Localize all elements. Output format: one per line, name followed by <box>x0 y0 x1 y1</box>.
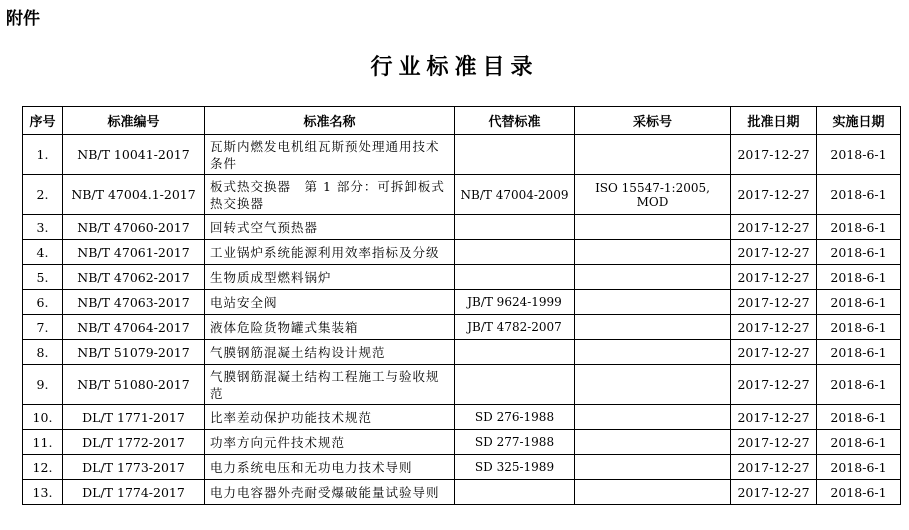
cell-replaces: SD 276-1988 <box>455 405 575 430</box>
cell-code: NB/T 51080-2017 <box>63 365 205 405</box>
cell-approved-date: 2017-12-27 <box>731 340 817 365</box>
cell-effective-date: 2018-6-1 <box>817 175 901 215</box>
cell-replaces: SD 325-1989 <box>455 455 575 480</box>
cell-name: 生物质成型燃料锅炉 <box>205 265 455 290</box>
header-replaces: 代替标准 <box>455 107 575 135</box>
cell-code: NB/T 47004.1-2017 <box>63 175 205 215</box>
header-code: 标准编号 <box>63 107 205 135</box>
cell-code: NB/T 47062-2017 <box>63 265 205 290</box>
cell-adopted <box>575 480 731 505</box>
cell-approved-date: 2017-12-27 <box>731 290 817 315</box>
cell-seq: 1. <box>23 135 63 175</box>
standards-table <box>22 106 901 505</box>
cell-seq: 3. <box>23 215 63 240</box>
cell-code: DL/T 1771-2017 <box>63 405 205 430</box>
cell-effective-date: 2018-6-1 <box>817 265 901 290</box>
cell-effective-date: 2018-6-1 <box>817 135 901 175</box>
cell-effective-date: 2018-6-1 <box>817 215 901 240</box>
cell-effective-date: 2018-6-1 <box>817 455 901 480</box>
cell-replaces <box>455 265 575 290</box>
cell-name: 电站安全阀 <box>205 290 455 315</box>
cell-seq: 4. <box>23 240 63 265</box>
cell-adopted <box>575 290 731 315</box>
header-name: 标准名称 <box>205 107 455 135</box>
cell-approved-date: 2017-12-27 <box>731 405 817 430</box>
header-seq: 序号 <box>23 107 63 135</box>
cell-code: DL/T 1773-2017 <box>63 455 205 480</box>
cell-name: 气膜钢筋混凝土结构工程施工与验收规范 <box>205 365 455 405</box>
cell-name: 气膜钢筋混凝土结构设计规范 <box>205 340 455 365</box>
cell-adopted: ISO 15547-1:2005, MOD <box>575 175 731 215</box>
header-adopted: 采标号 <box>575 107 731 135</box>
cell-effective-date: 2018-6-1 <box>817 480 901 505</box>
cell-replaces <box>455 215 575 240</box>
cell-adopted <box>575 240 731 265</box>
cell-name: 比率差动保护功能技术规范 <box>205 405 455 430</box>
cell-adopted <box>575 135 731 175</box>
header-effective-date: 实施日期 <box>817 107 901 135</box>
cell-seq: 2. <box>23 175 63 215</box>
cell-effective-date: 2018-6-1 <box>817 290 901 315</box>
table-header-row <box>23 107 901 135</box>
header-approved-date: 批准日期 <box>731 107 817 135</box>
table-row <box>23 455 901 480</box>
cell-approved-date: 2017-12-27 <box>731 365 817 405</box>
table-row <box>23 315 901 340</box>
table-row <box>23 290 901 315</box>
cell-name: 功率方向元件技术规范 <box>205 430 455 455</box>
cell-adopted <box>575 405 731 430</box>
cell-adopted <box>575 365 731 405</box>
cell-adopted <box>575 455 731 480</box>
table-row <box>23 175 901 215</box>
cell-seq: 8. <box>23 340 63 365</box>
cell-replaces <box>455 365 575 405</box>
cell-name: 回转式空气预热器 <box>205 215 455 240</box>
cell-replaces: NB/T 47004-2009 <box>455 175 575 215</box>
page-title: 行业标准目录 <box>370 55 539 80</box>
cell-approved-date: 2017-12-27 <box>731 135 817 175</box>
table-row <box>23 265 901 290</box>
cell-code: NB/T 10041-2017 <box>63 135 205 175</box>
cell-replaces: JB/T 4782-2007 <box>455 315 575 340</box>
cell-effective-date: 2018-6-1 <box>817 240 901 265</box>
cell-seq: 12. <box>23 455 63 480</box>
cell-seq: 9. <box>23 365 63 405</box>
table-row <box>23 240 901 265</box>
cell-seq: 6. <box>23 290 63 315</box>
cell-seq: 5. <box>23 265 63 290</box>
cell-name: 工业锅炉系统能源利用效率指标及分级 <box>205 240 455 265</box>
cell-approved-date: 2017-12-27 <box>731 480 817 505</box>
cell-adopted <box>575 315 731 340</box>
cell-approved-date: 2017-12-27 <box>731 315 817 340</box>
cell-effective-date: 2018-6-1 <box>817 405 901 430</box>
cell-effective-date: 2018-6-1 <box>817 430 901 455</box>
cell-approved-date: 2017-12-27 <box>731 215 817 240</box>
cell-replaces <box>455 480 575 505</box>
cell-approved-date: 2017-12-27 <box>731 430 817 455</box>
cell-name: 电力电容器外壳耐受爆破能量试验导则 <box>205 480 455 505</box>
cell-adopted <box>575 430 731 455</box>
cell-name: 板式热交换器 第 1 部分：可拆卸板式热交换器 <box>205 175 455 215</box>
cell-code: NB/T 47060-2017 <box>63 215 205 240</box>
cell-adopted <box>575 265 731 290</box>
cell-approved-date: 2017-12-27 <box>731 175 817 215</box>
cell-effective-date: 2018-6-1 <box>817 315 901 340</box>
annex-label: 附件 <box>6 9 40 29</box>
cell-approved-date: 2017-12-27 <box>731 240 817 265</box>
table-row <box>23 215 901 240</box>
cell-name: 液体危险货物罐式集装箱 <box>205 315 455 340</box>
cell-name: 电力系统电压和无功电力技术导则 <box>205 455 455 480</box>
table-row <box>23 340 901 365</box>
cell-code: DL/T 1772-2017 <box>63 430 205 455</box>
table-row <box>23 480 901 505</box>
cell-seq: 10. <box>23 405 63 430</box>
table-row <box>23 365 901 405</box>
cell-replaces <box>455 135 575 175</box>
cell-seq: 11. <box>23 430 63 455</box>
cell-replaces <box>455 340 575 365</box>
cell-effective-date: 2018-6-1 <box>817 340 901 365</box>
table-row <box>23 430 901 455</box>
cell-effective-date: 2018-6-1 <box>817 365 901 405</box>
cell-code: NB/T 51079-2017 <box>63 340 205 365</box>
cell-approved-date: 2017-12-27 <box>731 265 817 290</box>
cell-code: DL/T 1774-2017 <box>63 480 205 505</box>
table-row <box>23 135 901 175</box>
cell-adopted <box>575 215 731 240</box>
cell-code: NB/T 47063-2017 <box>63 290 205 315</box>
cell-adopted <box>575 340 731 365</box>
cell-approved-date: 2017-12-27 <box>731 455 817 480</box>
cell-replaces <box>455 240 575 265</box>
cell-name: 瓦斯内燃发电机组瓦斯预处理通用技术条件 <box>205 135 455 175</box>
cell-seq: 13. <box>23 480 63 505</box>
cell-code: NB/T 47061-2017 <box>63 240 205 265</box>
table-row <box>23 405 901 430</box>
cell-replaces: JB/T 9624-1999 <box>455 290 575 315</box>
cell-seq: 7. <box>23 315 63 340</box>
cell-replaces: SD 277-1988 <box>455 430 575 455</box>
cell-code: NB/T 47064-2017 <box>63 315 205 340</box>
